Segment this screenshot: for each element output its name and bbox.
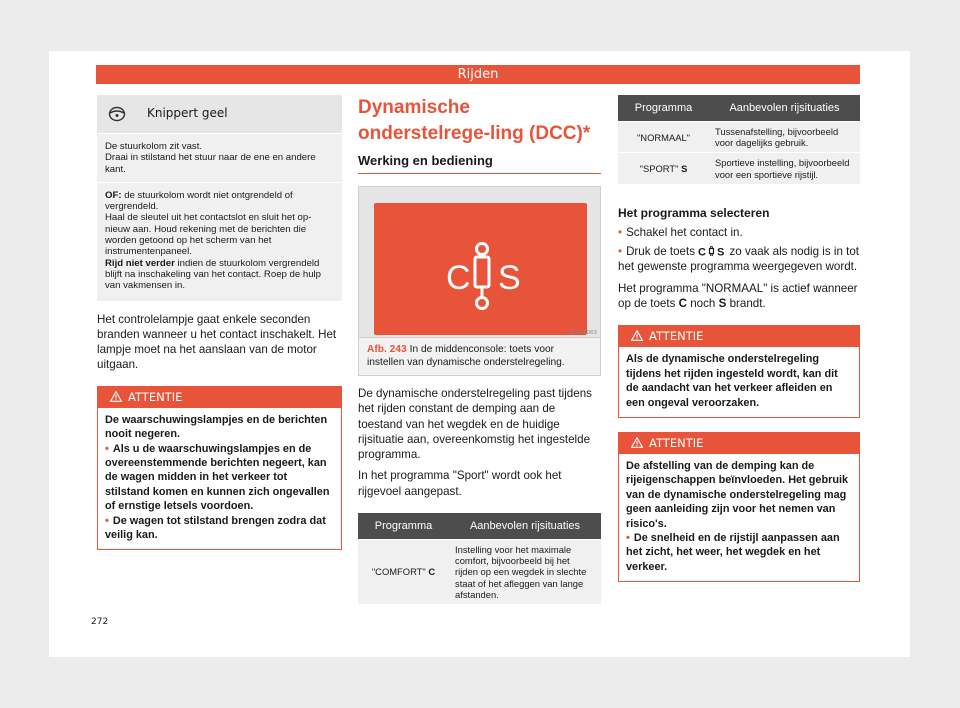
figure-caption [359,338,600,375]
warning-body [619,454,859,581]
left-column [97,95,342,550]
indicator-box [97,95,342,302]
svg-text:C: C [446,259,471,297]
chapter-header [96,65,860,84]
select-program-heading: Het programma selecteren [618,205,770,220]
table-header-situations: Aanbevolen rijsituaties [449,513,601,540]
program-key: S [681,163,688,174]
dcc-button-illustration [374,203,587,335]
warning-triangle-icon [631,330,643,341]
warning-item: • Als u de waarschuwingslampjes en de overeenstemmende berichten negeert, kan de wagen midden in het verkeer tot stilstand komen en kunnen zich ongevallen of ernstige letsels voordoen. [105,442,330,513]
table-header-program: Programma [618,95,709,122]
section-2-lead: OF: [105,189,122,201]
figure-number: Afb. 243 [367,344,407,355]
page-number: 272 [91,617,109,627]
program-table-2 [618,95,860,184]
figure-code: B7V-1063 [570,330,597,336]
dcc-paragraph-2: In het programma "Sport" wordt ook het rijgevoel aangepast. [358,469,562,498]
dcc-shock-absorber-icon [374,203,587,335]
section-2-rest: indien de stuurkolom vergrendeld blijft na inschakeling van het contact. Roep de hulp van vakmensen in. [105,257,321,292]
warning-title: ATTENTIE [649,329,704,344]
table-header-program: Programma [358,513,449,540]
warning-item: • De wagen tot stilstand brengen zodra dat veilig kan. [105,514,326,541]
indicator-box-section-2 [97,183,342,302]
warning-title: ATTENTIE [649,435,704,450]
warning-triangle-icon [631,437,643,448]
warning-intro: De waarschuwingslampjes en de berichten nooit negeren. [105,413,328,441]
program-cell: "SPORT" S [618,153,709,184]
normal-paragraph: Het programma "NORMAAL" is actief wanneer op de toets C noch S brandt. [618,281,858,310]
figure [358,186,601,376]
program-key: C [428,566,436,578]
middle-column [358,95,601,604]
dcc-paragraph-1: De dynamische onderstelregeling past tijdens het rijden constant de demping aan de toestand van het wegdek en de huidige rijsituatie aan, overeenkomstig het ingestelde programma. [358,387,592,462]
warning-box-right-2 [618,432,860,582]
warning-header [619,326,859,347]
table-header-row [618,95,860,122]
right-column [618,95,860,582]
indicator-box-title: Knippert geel [147,106,228,120]
situation-cell: Tussenafstelling, bijvoorbeeld voor dagelijks gebruik. [709,122,860,153]
program-cell: "COMFORT" C [358,540,449,605]
svg-text:C: C [698,246,707,257]
indicator-box-header [97,95,342,134]
program-table-1 [358,513,601,604]
table-row [618,122,860,153]
situation-cell: Sportieve instelling, bijvoorbeeld voor een sportieve rijstijl. [709,153,860,184]
section-2-bold: Rijd niet verder [105,257,175,269]
section-1-text: De stuurkolom zit vast. Draai in stilstand het stuur naar de ene en andere kant. [105,141,316,175]
warning-body [98,408,341,550]
svg-text:S: S [498,259,521,297]
warning-intro: De afstelling van de demping kan de rijeigenschappen beïnvloeden. Het gebruik van de dynamische onderstelregeling mag geen aanleiding zijn voor het nemen van risico's. [626,459,849,530]
warning-triangle-icon [110,391,122,402]
situation-cell: Instelling voor het maximale comfort, bijvoorbeeld bij het rijden op een wegdek in slechte staat of het afleggen van lange afstanden. [449,540,601,605]
warning-header [619,433,859,454]
warning-box-left [97,386,342,551]
figure-image [359,187,600,338]
table-row [358,540,601,605]
indicator-paragraph: Het controlelampje gaat enkele seconden branden wanneer u het contact inschakelt. Het lampje moet na het aanslaan van de motor uitgaan. [97,312,337,372]
steering-wheel-icon [108,106,126,122]
section-subtitle: Werking en bediening [358,153,601,174]
step-2: • Druk de toets C S zo vaak als nodig is in tot het gewenste programma weergegeven wordt. [618,245,860,274]
figure-caption-text: In de middenconsole: toets voor instellen van dynamische onderstelregeling. [367,344,565,368]
chapter-title: Rijden [457,67,499,82]
section-2-text: de stuurkolom wordt niet ontgrendeld of vergrendeld. Haal de sleutel uit het contactslot en sluit het op-nieuw aan. Houd rekening met de berichten die worden getoond op het scherm van het instrumentenpaneel. [105,189,312,258]
warning-header [98,387,341,408]
indicator-box-section-1 [97,134,342,183]
step-1: • Schakel het contact in. [618,225,743,239]
program-cell: "NORMAAL" [618,122,709,153]
warning-body: Als de dynamische onderstelregeling tijdens het rijden ingesteld wordt, kan dit de aandacht van het verkeer afleiden en een ongeval veroorzaken. [626,353,838,409]
warning-box-right-1 [618,325,860,418]
warning-item: • De snelheid en de rijstijl aanpassen aan het zicht, het weer, het wegdek en het verkeer. [626,531,840,573]
table-header-row [358,513,601,540]
dcc-key-icon [698,246,726,256]
svg-text:S: S [717,246,725,257]
section-title: Dynamische onderstelrege-ling (DCC)* [358,97,591,144]
table-row [618,153,860,184]
warning-title: ATTENTIE [128,389,183,404]
table-header-situations: Aanbevolen rijsituaties [709,95,860,122]
